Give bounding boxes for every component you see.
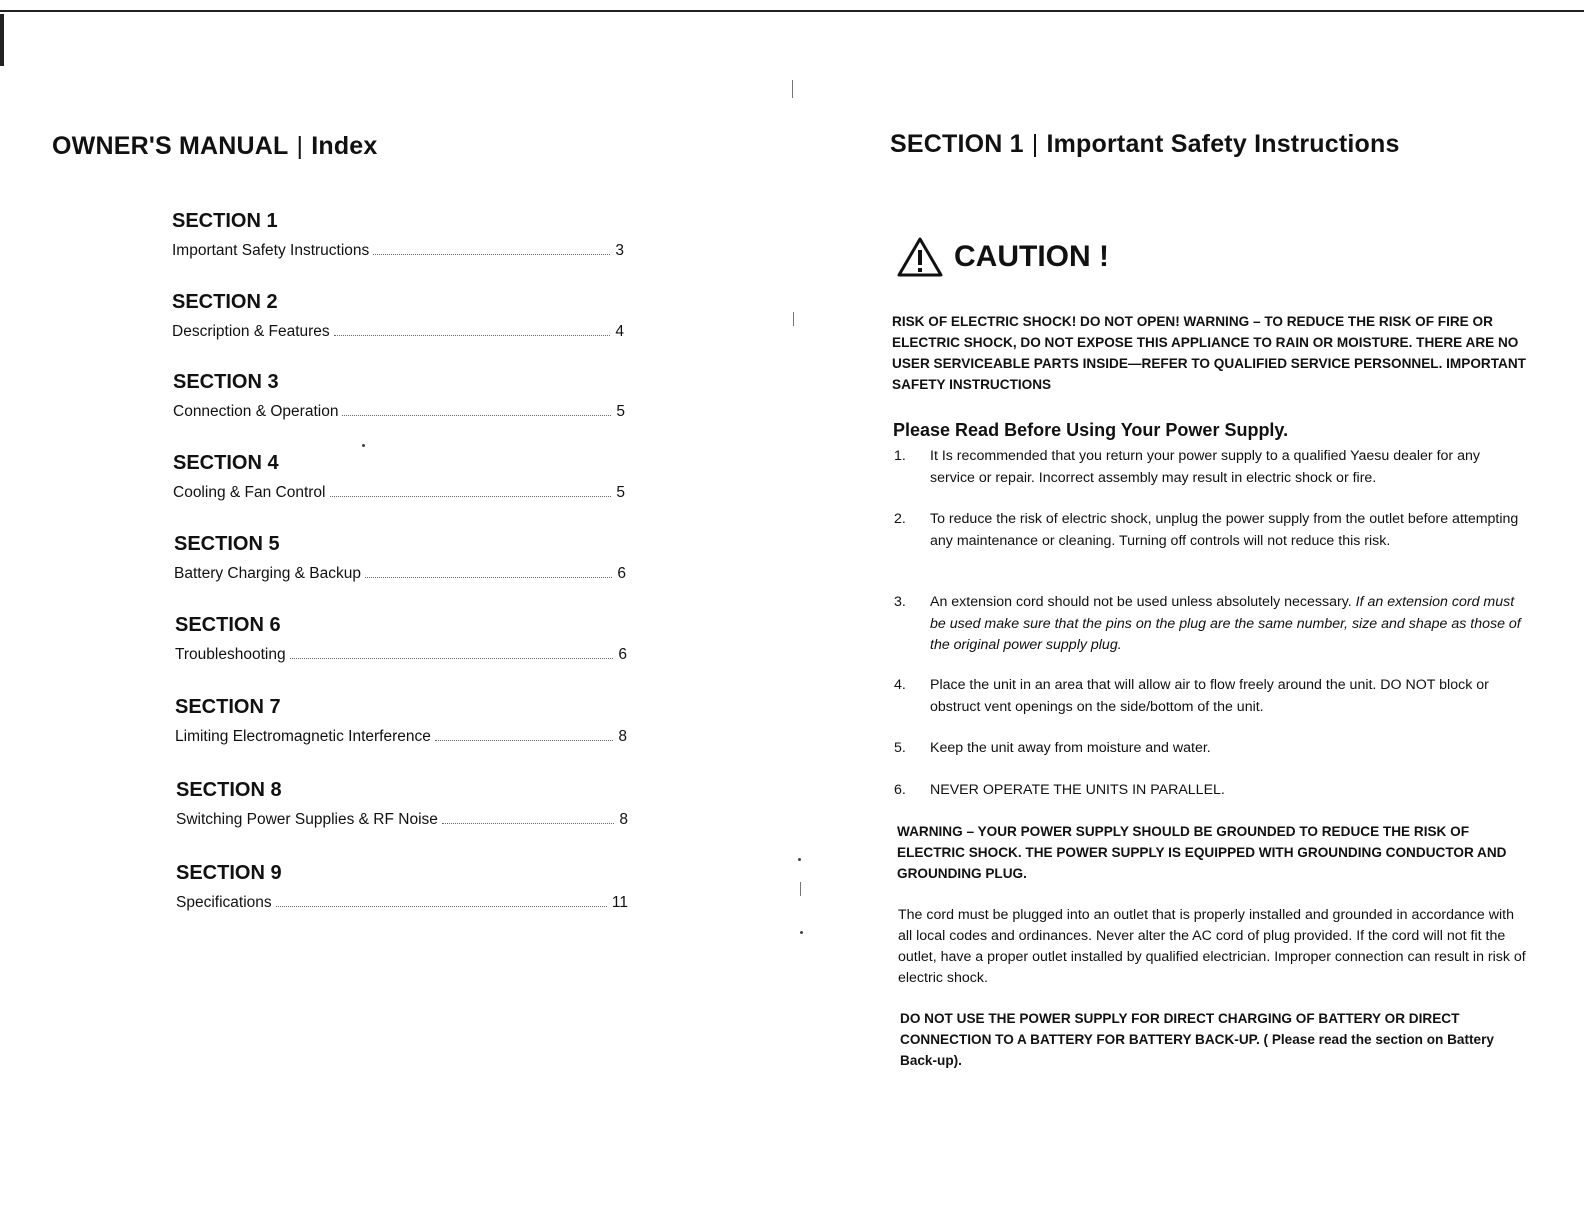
gutter-mark — [793, 312, 794, 326]
index-page-title — [52, 132, 378, 161]
gutter-mark — [792, 80, 793, 98]
toc-page-number: 6 — [618, 646, 627, 663]
scan-speck — [798, 858, 801, 861]
toc-page-number: 3 — [615, 242, 624, 259]
item-text-italic: If an extension cord must be used make sure that the pins on the plug are the same number, size and shape as those of the original power supply plug. — [930, 594, 1521, 653]
item-number: 3. — [894, 594, 906, 610]
toc-leader-dots — [442, 823, 614, 824]
toc-label: Troubleshooting — [175, 646, 286, 663]
item-text: It Is recommended that you return your power supply to a qualified Yaesu dealer for any service or repair. Incorrect assembly may result in electric shock or fire. — [930, 448, 1480, 486]
toc-label: Important Safety Instructions — [172, 242, 370, 259]
toc-section-heading: SECTION 9 — [176, 862, 282, 884]
toc-section-heading: SECTION 4 — [173, 452, 279, 474]
toc-section-heading: SECTION 1 — [172, 210, 278, 232]
shock-warning-block: RISK OF ELECTRIC SHOCK! DO NOT OPEN! WARNING – TO REDUCE THE RISK OF FIRE OR ELECTRIC SHOCK, DO NOT EXPOSE THIS APPLIANCE TO RAIN OR MOISTURE. THERE ARE NO USER SERVICEABLE PARTS INSIDE—REFER TO QUALIFIED SERVICE PERSONNEL. IMPORTANT SAFETY INSTRUCTIONS — [892, 314, 1526, 392]
battery-warning-block: DO NOT USE THE POWER SUPPLY FOR DIRECT CHARGING OF BATTERY OR DIRECT CONNECTION TO A BATTERY FOR BATTERY BACK-UP. ( Please read the section on Battery Back-up). — [900, 1011, 1494, 1068]
toc-leader-dots — [342, 415, 611, 416]
scan-speck — [362, 444, 365, 447]
toc-page-number: 6 — [617, 565, 626, 582]
manual-title: OWNER'S MANUAL — [52, 132, 289, 160]
caution-heading — [896, 236, 1109, 278]
warning-triangle-icon — [896, 236, 944, 278]
item-text: To reduce the risk of electric shock, unplug the power supply from the outlet before attempting any maintenance or cleaning. Turning off controls will not reduce this risk. — [930, 511, 1519, 549]
toc-entry-section-1[interactable] — [172, 210, 624, 260]
toc-section-heading: SECTION 8 — [176, 779, 282, 801]
toc-page-number: 8 — [618, 728, 627, 745]
toc-page-number: 8 — [619, 811, 628, 828]
item-text: Keep the unit away from moisture and water. — [930, 740, 1211, 756]
toc-section-heading: SECTION 2 — [172, 291, 278, 313]
toc-leader-dots — [373, 254, 610, 255]
toc-leader-dots — [276, 906, 607, 907]
toc-entry-section-2[interactable] — [172, 291, 624, 341]
toc-label: Limiting Electromagnetic Interference — [175, 728, 431, 745]
toc-page-number: 11 — [611, 894, 628, 911]
safety-item-5 — [894, 738, 1528, 760]
toc-page-number: 4 — [615, 323, 624, 340]
scan-speck — [800, 931, 803, 934]
item-number: 6. — [894, 782, 906, 798]
safety-item-1 — [894, 446, 1528, 489]
toc-page-number: 5 — [616, 403, 625, 420]
toc-label: Connection & Operation — [173, 403, 339, 420]
section-title: SECTION 1 — [890, 130, 1024, 158]
item-number: 5. — [894, 740, 906, 756]
title-separator: | — [296, 132, 304, 160]
toc-entry-section-7[interactable] — [175, 696, 627, 746]
grounding-warning-block: WARNING – YOUR POWER SUPPLY SHOULD BE GROUNDED TO REDUCE THE RISK OF ELECTRIC SHOCK. THE POWER SUPPLY IS EQUIPPED WITH GROUNDING CONDUCTOR AND GROUNDING PLUG. — [897, 824, 1507, 881]
toc-label: Specifications — [176, 894, 272, 911]
toc-section-heading: SECTION 7 — [175, 696, 281, 718]
toc-leader-dots — [290, 658, 614, 659]
safety-item-2 — [894, 509, 1528, 552]
toc-label: Switching Power Supplies & RF Noise — [176, 811, 438, 828]
toc-page-number: 5 — [616, 484, 625, 501]
safety-item-4 — [894, 675, 1528, 718]
title-separator: | — [1031, 130, 1039, 158]
toc-leader-dots — [435, 740, 614, 741]
item-text: An extension cord should not be used unless absolutely necessary. — [930, 594, 1352, 610]
toc-leader-dots — [330, 496, 612, 497]
safety-item-6 — [894, 780, 1528, 802]
item-text: NEVER OPERATE THE UNITS IN PARALLEL. — [930, 782, 1225, 798]
toc-entry-section-3[interactable] — [173, 371, 625, 421]
toc-entry-section-4[interactable] — [173, 452, 625, 502]
section-subtitle: Important Safety Instructions — [1046, 130, 1400, 158]
toc-section-heading: SECTION 5 — [174, 533, 280, 555]
gutter-mark — [800, 882, 801, 896]
toc-leader-dots — [334, 335, 611, 336]
item-number: 2. — [894, 511, 906, 527]
item-text: Place the unit in an area that will allow air to flow freely around the unit. DO NOT block or obstruct vent openings on the side/bottom of the unit. — [930, 677, 1489, 715]
toc-section-heading: SECTION 3 — [173, 371, 279, 393]
toc-leader-dots — [365, 577, 612, 578]
toc-label: Cooling & Fan Control — [173, 484, 326, 501]
toc-entry-section-8[interactable] — [176, 779, 628, 829]
caution-text: CAUTION ! — [954, 240, 1109, 273]
toc-entry-section-6[interactable] — [175, 614, 627, 664]
toc-label: Description & Features — [172, 323, 330, 340]
cord-paragraph: The cord must be plugged into an outlet that is properly installed and grounded in accordance with all local codes and ordinances. Never alter the AC cord of plug provided. If the cord will not fit the outlet, have a proper outlet installed by qualified electrician. Improper connection can result in risk of electric shock. — [898, 907, 1526, 986]
toc-label: Battery Charging & Backup — [174, 565, 361, 582]
item-number: 1. — [894, 448, 906, 464]
index-title: Index — [311, 132, 378, 160]
toc-entry-section-5[interactable] — [174, 533, 626, 583]
toc-section-heading: SECTION 6 — [175, 614, 281, 636]
toc-entry-section-9[interactable] — [176, 862, 628, 912]
safety-page-title — [890, 130, 1400, 159]
item-number: 4. — [894, 677, 906, 693]
safety-item-3 — [894, 592, 1528, 657]
read-before-use-heading: Please Read Before Using Your Power Supply. — [893, 420, 1289, 440]
